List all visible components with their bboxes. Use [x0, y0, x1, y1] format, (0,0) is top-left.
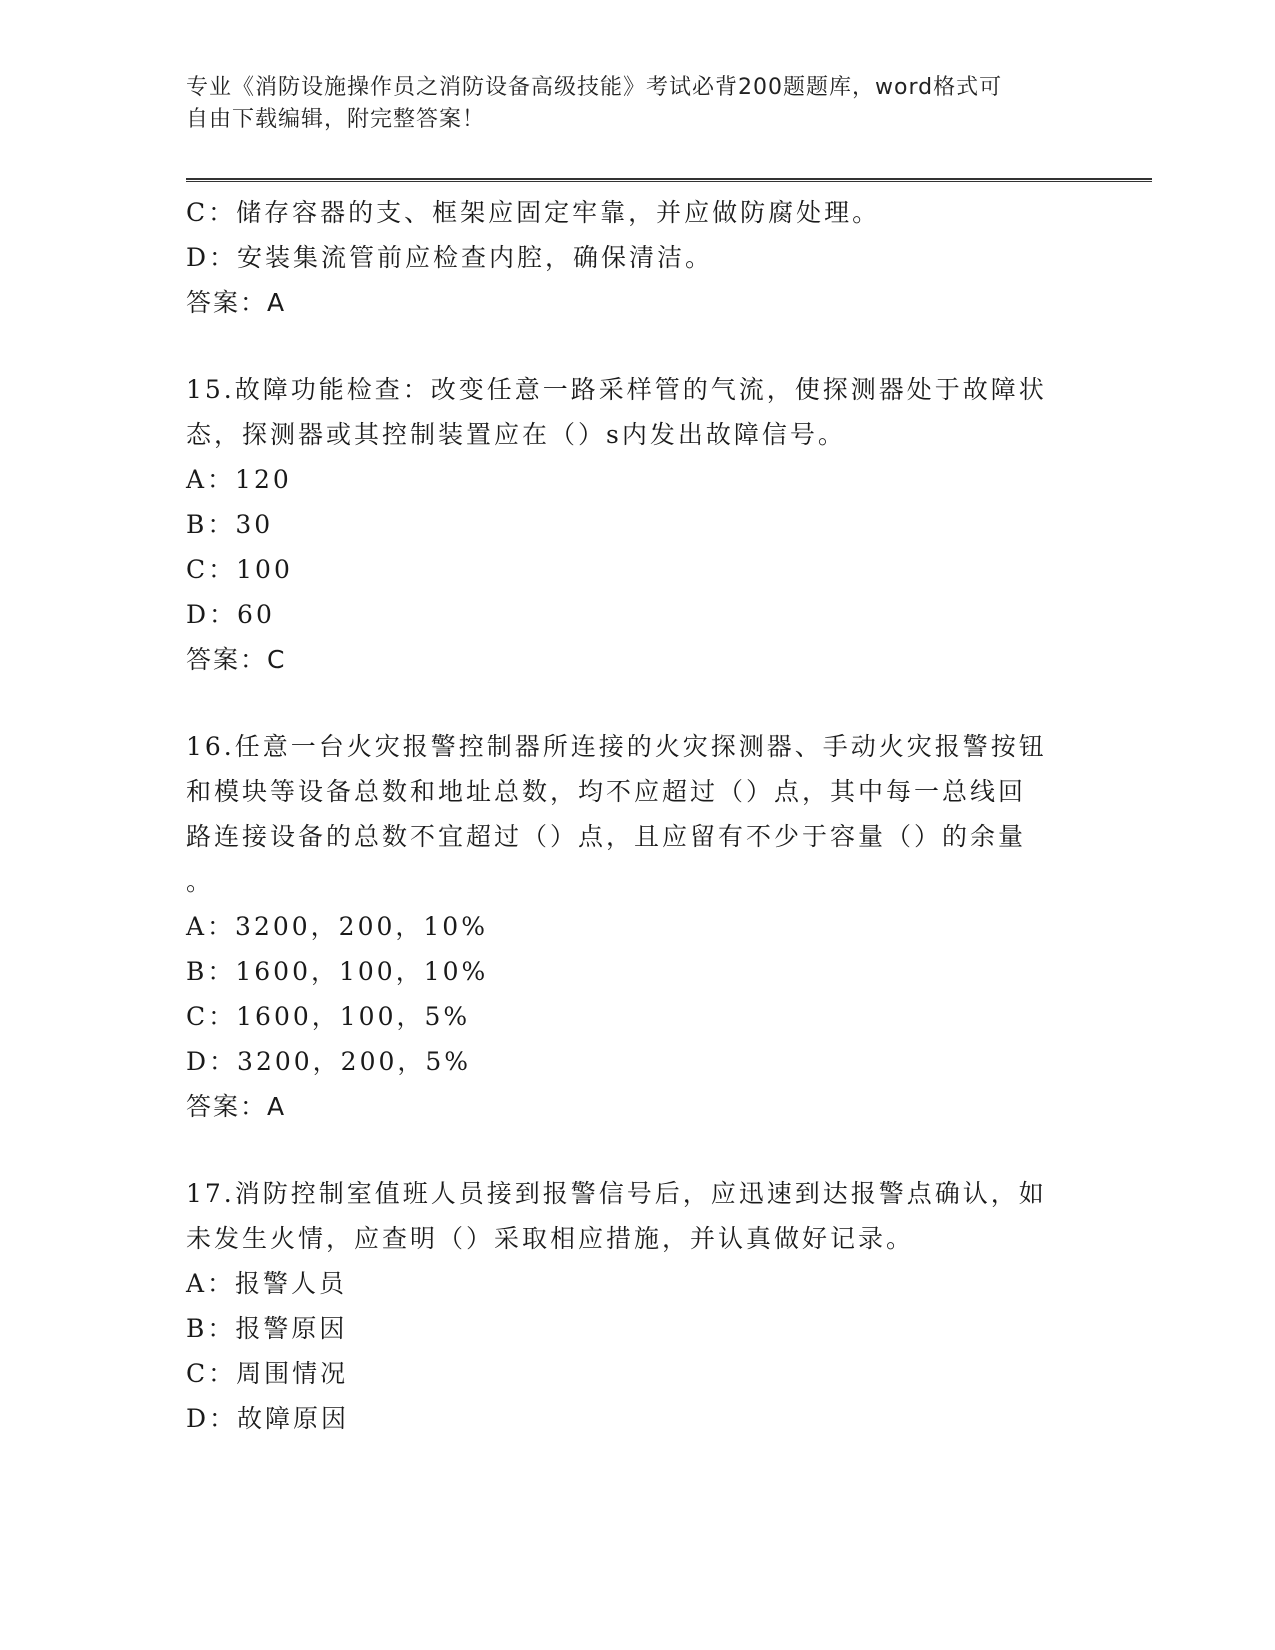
answer-line: 答案：C [186, 645, 287, 674]
question-stem [186, 724, 1086, 904]
stem-line: 路连接设备的总数不宜超过（）点，且应留有不少于容量（）的余量 [186, 822, 1027, 851]
stem-line: 态，探测器或其控制装置应在（）s内发出故障信号。 [186, 420, 846, 449]
question-16 [186, 724, 1086, 1129]
option-a: A：报警人员 [186, 1269, 348, 1298]
stem-line: 和模块等设备总数和地址总数，均不应超过（）点，其中每一总线回 [186, 777, 1027, 806]
option-c: C：1600，100，5% [186, 1002, 471, 1031]
question-15 [186, 367, 1086, 682]
previous-question-tail [186, 190, 1086, 325]
question-stem [186, 1171, 1086, 1261]
stem-line: 未发生火情，应查明（）采取相应措施，并认真做好记录。 [186, 1224, 915, 1253]
header-line-1: 专业《消防设施操作员之消防设备高级技能》考试必背200题题库，word格式可 [186, 75, 1003, 100]
document-body [186, 190, 1086, 1441]
option-c: C：100 [186, 555, 293, 584]
option-d: D：3200，200，5% [186, 1047, 472, 1076]
option-b: B：报警原因 [186, 1314, 348, 1343]
option-b: B：1600，100，10% [186, 957, 489, 986]
option-c: C：周围情况 [186, 1359, 349, 1388]
question-17 [186, 1171, 1086, 1441]
option-c: C：储存容器的支、框架应固定牢靠，并应做防腐处理。 [186, 198, 881, 227]
stem-line: 16.任意一台火灾报警控制器所连接的火灾探测器、手动火灾报警按钮 [186, 732, 1047, 761]
question-stem [186, 367, 1086, 457]
header-line-2: 自由下载编辑，附完整答案！ [186, 107, 486, 132]
stem-line: 17.消防控制室值班人员接到报警信号后，应迅速到达报警点确认，如 [186, 1179, 1047, 1208]
stem-line: 。 [186, 867, 215, 896]
option-d: D：60 [186, 600, 275, 629]
option-d: D：安装集流管前应检查内腔，确保清洁。 [186, 243, 714, 272]
page-header [186, 72, 1086, 136]
option-b: B：30 [186, 510, 274, 539]
answer-line: 答案：A [186, 288, 287, 317]
option-d: D：故障原因 [186, 1404, 350, 1433]
stem-line: 15.故障功能检查：改变任意一路采样管的气流，使探测器处于故障状 [186, 375, 1047, 404]
header-divider [186, 178, 1152, 182]
option-a: A：3200，200，10% [186, 912, 488, 941]
answer-line: 答案：A [186, 1092, 287, 1121]
option-a: A：120 [186, 465, 292, 494]
